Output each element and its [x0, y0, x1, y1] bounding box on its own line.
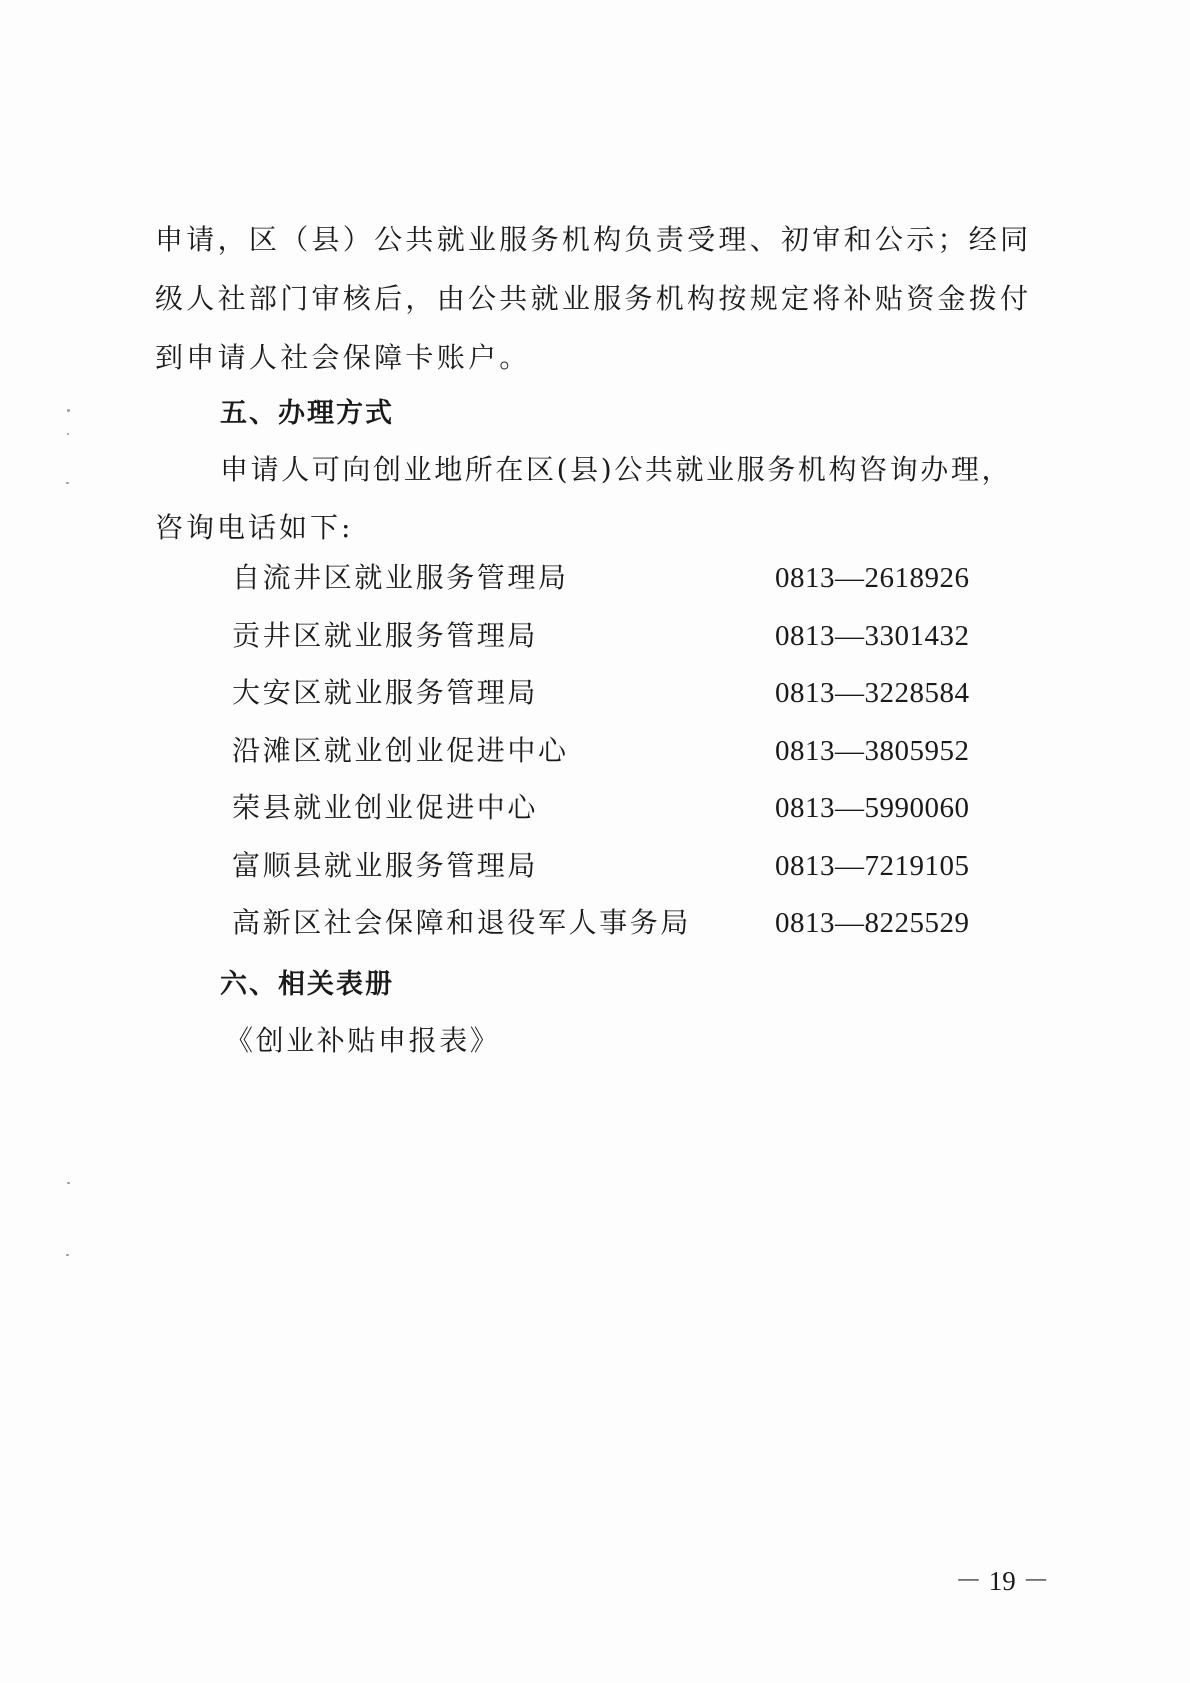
contact-row	[232, 790, 1012, 848]
contact-org-name: 自流井区就业服务管理局	[232, 561, 569, 594]
contact-org-name: 沿滩区就业创业促进中心	[232, 733, 569, 767]
contact-org-name: 大安区就业服务管理局	[232, 676, 539, 709]
scan-speck	[67, 433, 69, 435]
related-form-name: 《创业补贴申报表》	[225, 1024, 501, 1057]
scan-speck	[67, 409, 70, 412]
page-number: － 19 －	[955, 1566, 1050, 1596]
section-five-paragraph-line-2: 咨询电话如下:	[155, 511, 354, 544]
contact-row	[232, 618, 1012, 676]
contact-phone: 0813—3805952	[775, 734, 970, 767]
intro-line-1: 申请，区（县）公共就业服务机构负责受理、初审和公示；经同	[155, 223, 1032, 256]
contact-phone: 0813—8225529	[775, 907, 970, 939]
scan-speck	[67, 1182, 70, 1184]
contact-list	[232, 560, 1012, 963]
contact-phone: 0813—2618926	[775, 562, 970, 594]
contact-phone: 0813—3301432	[775, 619, 970, 652]
contact-row	[232, 905, 1012, 963]
scan-speck	[66, 1254, 69, 1256]
contact-phone: 0813—5990060	[775, 792, 970, 824]
contact-org-name: 富顺县就业服务管理局	[232, 848, 539, 882]
contact-phone: 0813—3228584	[775, 677, 970, 709]
contact-row	[232, 733, 1012, 791]
intro-line-2: 级人社部门审核后，由公共就业服务机构按规定将补贴资金拨付	[155, 282, 1032, 315]
contact-row	[232, 848, 1012, 906]
contact-phone: 0813—7219105	[775, 849, 970, 882]
section-five-paragraph-line-1: 申请人可向创业地所在区(县)公共就业服务机构咨询办理，	[220, 453, 1013, 486]
section-five-heading: 五、办理方式	[220, 398, 394, 429]
intro-line-3: 到申请人社会保障卡账户。	[155, 341, 531, 374]
contact-org-name: 荣县就业创业促进中心	[232, 791, 539, 824]
contact-row	[232, 675, 1012, 733]
contact-org-name: 高新区社会保障和退役军人事务局	[232, 906, 692, 939]
contact-org-name: 贡井区就业服务管理局	[232, 618, 539, 652]
section-six-heading: 六、相关表册	[220, 969, 394, 1000]
contact-row	[232, 560, 1012, 618]
scan-speck	[66, 482, 69, 484]
